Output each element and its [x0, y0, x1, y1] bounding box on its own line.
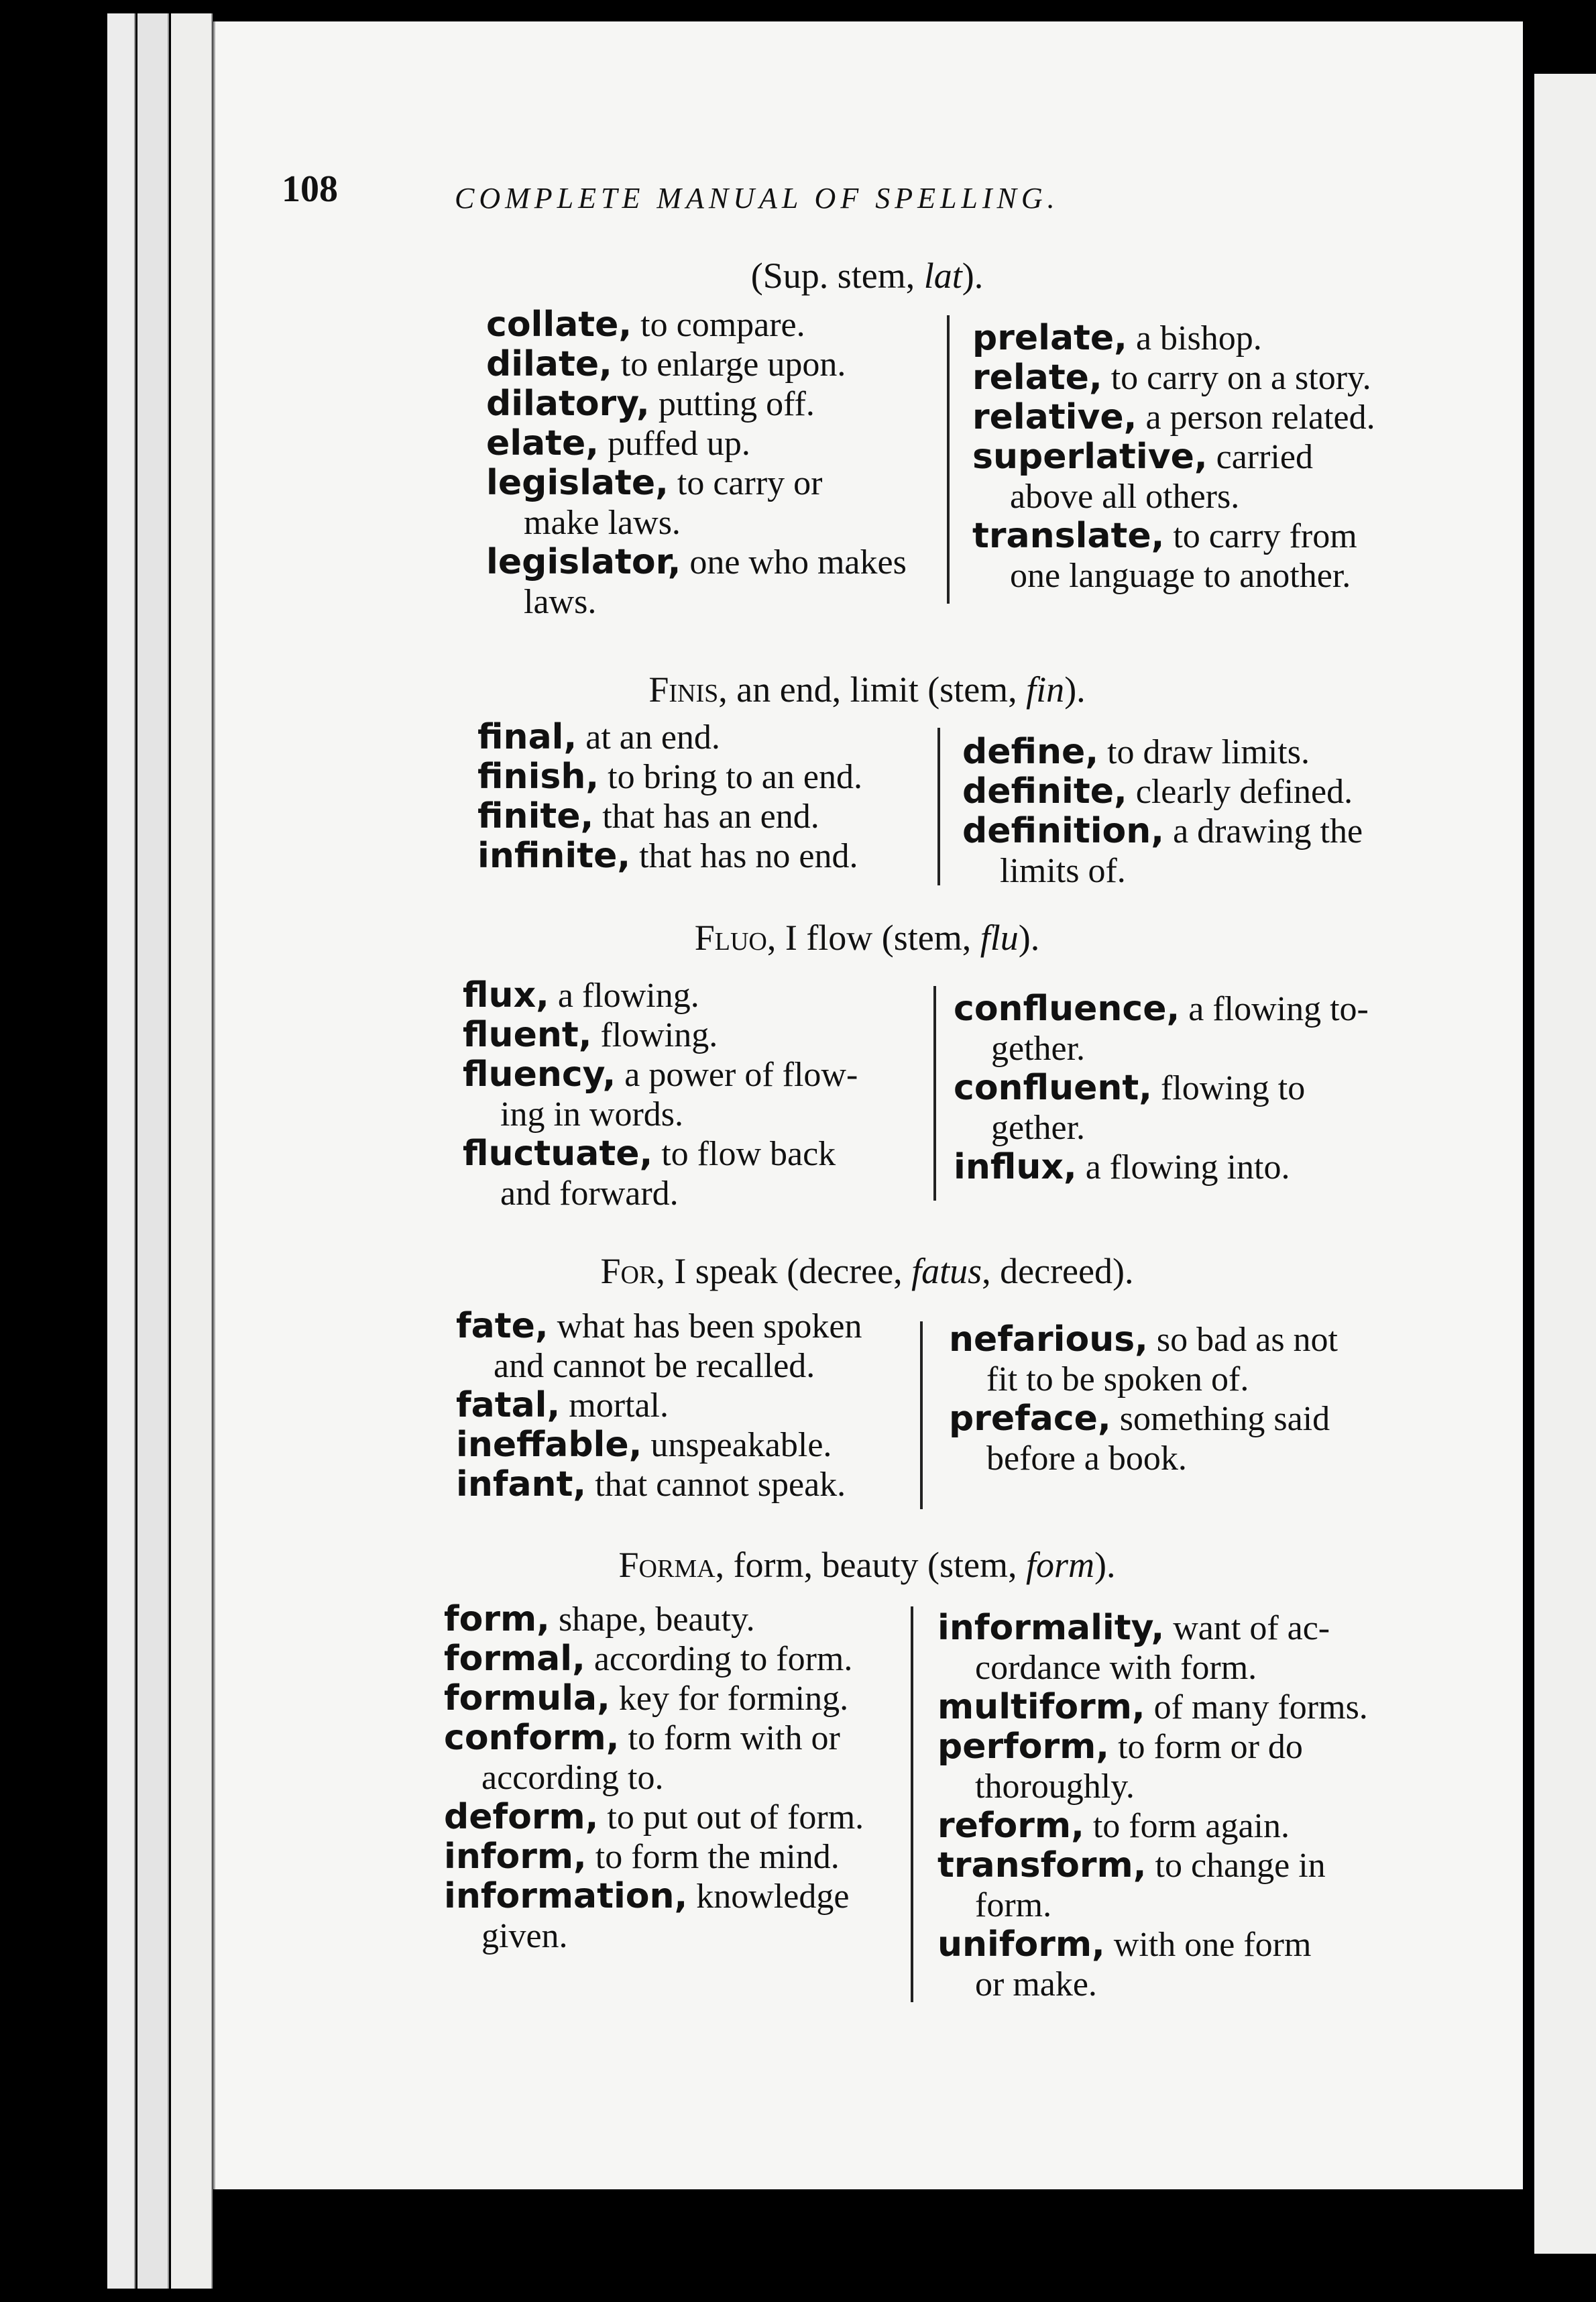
word-entry: formula, key for forming.	[444, 1678, 849, 1718]
word-entry: legislate, to carry or make laws.	[486, 463, 823, 542]
word-entry: final, at an end.	[477, 717, 720, 757]
running-title: COMPLETE MANUAL OF SPELLING.	[455, 182, 1060, 215]
word-entry: finish, to bring to an end.	[477, 757, 862, 797]
word-entry: perform, to form or do thoroughly.	[937, 1726, 1303, 1806]
word-entry: information, knowledge given.	[444, 1876, 850, 1955]
word-entry: confluence, a flowing to- gether.	[954, 989, 1369, 1068]
section-heading: (Sup. stem, lat).	[750, 256, 984, 296]
word-entry: informality, want of ac- cordance with form.	[937, 1608, 1330, 1687]
word-entry: infinite, that has no end.	[477, 836, 858, 876]
column-rule	[947, 315, 950, 604]
page-stack-edge	[107, 13, 135, 2289]
word-entry: form, shape, beauty.	[444, 1599, 755, 1639]
word-entry: confluent, flowing to gether.	[954, 1068, 1306, 1147]
word-entry: multiform, of many forms.	[937, 1687, 1368, 1727]
right-column	[962, 732, 1363, 891]
left-column	[463, 976, 858, 1213]
word-entry: relative, a person related.	[972, 397, 1375, 437]
word-entry: reform, to form again.	[937, 1806, 1290, 1846]
section-heading: Finis, an end, limit (stem, fin).	[648, 669, 1086, 710]
column-rule	[911, 1606, 913, 2002]
column-rule	[920, 1321, 923, 1509]
word-entry: ineffable, unspeakable.	[456, 1425, 832, 1465]
section-heading: For, I speak (decree, fatus, decreed).	[600, 1251, 1134, 1291]
section-heading: Fluo, I flow (stem, flu).	[694, 918, 1040, 958]
word-entry: superlative, carried above all others.	[972, 437, 1313, 516]
word-entry: elate, puffed up.	[486, 423, 750, 463]
column-rule	[937, 728, 940, 885]
word-entry: collate, to compare.	[486, 305, 805, 345]
page-stack-edge	[171, 13, 213, 2289]
word-entry: nefarious, so bad as not fit to be spoken of.	[949, 1319, 1338, 1399]
word-entry: uniform, with one form or make.	[937, 1924, 1312, 2004]
word-entry: prelate, a bishop.	[972, 318, 1262, 358]
word-entry: dilatory, putting off.	[486, 384, 815, 424]
left-column	[477, 718, 862, 876]
word-entry: dilate, to enlarge upon.	[486, 344, 846, 384]
word-entry: fluctuate, to flow back and forward.	[463, 1134, 836, 1213]
word-entry: legislator, one who makes laws.	[486, 542, 907, 621]
left-column	[444, 1600, 864, 1956]
right-column	[972, 319, 1375, 596]
word-entry: relate, to carry on a story.	[972, 358, 1371, 398]
page-number: 108	[282, 168, 338, 210]
word-entry: deform, to put out of form.	[444, 1797, 864, 1837]
word-entry: definition, a drawing the limits of.	[962, 811, 1363, 890]
section-heading: Forma, form, beauty (stem, form).	[618, 1545, 1116, 1585]
word-entry: translate, to carry from one language to another.	[972, 516, 1357, 595]
page-stack-edge	[137, 13, 169, 2289]
word-entry: definite, clearly defined.	[962, 771, 1353, 812]
column-rule	[933, 986, 936, 1201]
word-entry: finite, that has an end.	[477, 796, 819, 836]
left-column	[486, 305, 907, 622]
word-entry: infant, that cannot speak.	[456, 1464, 846, 1504]
word-entry: transform, to change in form.	[937, 1845, 1326, 1924]
word-entry: inform, to form the mind.	[444, 1837, 840, 1877]
right-column	[949, 1320, 1338, 1478]
word-entry: preface, something said before a book.	[949, 1399, 1330, 1478]
word-entry: define, to draw limits.	[962, 732, 1310, 772]
word-entry: conform, to form with or according to.	[444, 1718, 840, 1797]
word-entry: flux, a flowing.	[463, 975, 699, 1016]
word-entry: fluency, a power of flow- ing in words.	[463, 1054, 858, 1134]
right-column	[954, 989, 1369, 1187]
right-column	[937, 1608, 1368, 2004]
word-entry: influx, a flowing into.	[954, 1147, 1290, 1187]
word-entry: fluent, flowing.	[463, 1015, 718, 1055]
left-column	[456, 1307, 862, 1504]
running-head	[282, 168, 1288, 228]
word-entry: fate, what has been spoken and cannot be recalled.	[456, 1306, 862, 1385]
word-entry: formal, according to form.	[444, 1639, 853, 1679]
facing-page-edge	[1534, 74, 1596, 2254]
word-entry: fatal, mortal.	[456, 1385, 669, 1425]
